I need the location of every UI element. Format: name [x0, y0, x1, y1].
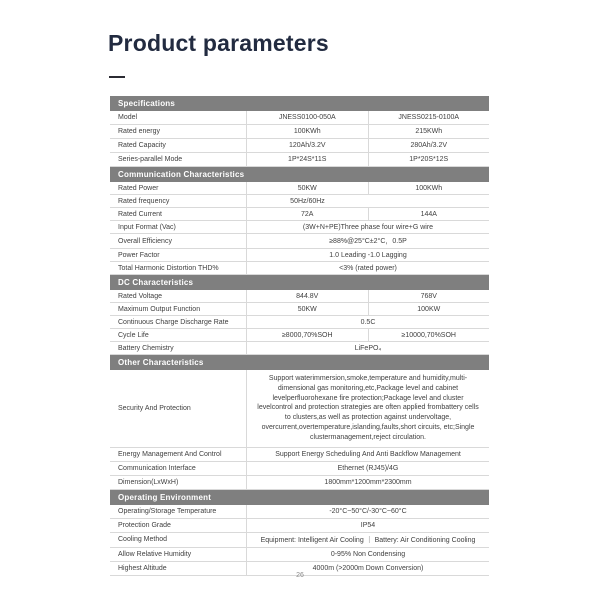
row-values [247, 208, 489, 220]
row-label: Energy Management And Control [110, 448, 247, 461]
row-label: Protection Grade [110, 519, 247, 532]
row-value: (3W+N+PE)Three phase four wire+G wire [302, 223, 434, 231]
row-label: Cooling Method [110, 533, 247, 547]
row-values [247, 111, 489, 124]
row-values [247, 342, 489, 354]
row-value: ≥88%@25°C±2°C，0.5P [329, 238, 407, 245]
row-value: Support Energy Scheduling And Anti Backflow Management [275, 450, 461, 458]
section-header-communication-characteristics: Communication Characteristics [110, 167, 489, 182]
table-row-operating-storage-temperature [110, 505, 489, 519]
row-values [247, 548, 489, 561]
row-label: Dimension(LxWxH) [110, 476, 247, 489]
row-value: 215KWh [415, 128, 443, 135]
table-row-rated-current [110, 208, 489, 221]
row-values [247, 221, 489, 233]
row-value: 1.0 Leading -1.0 Lagging [329, 251, 407, 259]
row-value: 100KWh [415, 184, 443, 192]
row-value: 50KW [247, 303, 369, 315]
section-header-specifications: Specifications [110, 96, 489, 111]
row-value: 0-95% Non Condensing [330, 550, 406, 558]
row-values [247, 139, 489, 152]
table-row-cooling-method [110, 533, 489, 548]
row-values [247, 505, 489, 518]
row-values [247, 234, 489, 248]
row-value: 72A [247, 208, 369, 220]
row-label: Overall Efficiency [110, 234, 247, 248]
table-row-continuous-charge-discharge-rate [110, 316, 489, 329]
row-label: Rated Voltage [110, 290, 247, 302]
table-row-security-and-protection [110, 370, 489, 448]
table-row-energy-management-and-control [110, 448, 489, 462]
row-label: Maximum Output Function [110, 303, 247, 315]
table-row-communication-interface [110, 462, 489, 476]
row-value: 50Hz/60Hz [290, 197, 325, 205]
row-value: -20°C~50°C/-30°C~60°C [329, 507, 407, 515]
row-label: Rated frequency [110, 195, 247, 207]
row-label: Series-parallel Mode [110, 153, 247, 166]
row-value: 768V [420, 292, 437, 300]
table-row-rated-capacity [110, 139, 489, 153]
row-value: IP54 [360, 521, 376, 529]
row-value: 1800mm*1200mm*2300mm [324, 478, 412, 486]
row-label: Power Factor [110, 249, 247, 261]
row-values [247, 249, 489, 261]
row-values [247, 303, 489, 315]
row-value: 0.5C [360, 318, 376, 326]
row-values [247, 125, 489, 138]
row-values [247, 195, 489, 207]
row-values [247, 262, 489, 274]
row-value: ≥10000,70%SOH [401, 331, 456, 339]
row-value: JNESS0100-050A [247, 111, 369, 124]
row-label: Security And Protection [110, 370, 247, 447]
section-header-operating-environment: Operating Environment [110, 490, 489, 505]
row-value: 1P*20S*12S [409, 156, 449, 163]
table-row-input-format-vac [110, 221, 489, 234]
row-value: Equipment: Intelligent Air Cooling ｜ Battery: Air Conditioning Cooling [260, 536, 476, 544]
row-value: 144A [420, 210, 437, 218]
row-values [247, 448, 489, 461]
row-label: Rated Power [110, 182, 247, 194]
table-row-rated-frequency [110, 195, 489, 208]
row-label: Model [110, 111, 247, 124]
row-label: Communication Interface [110, 462, 247, 475]
row-label: Cycle Life [110, 329, 247, 341]
page-title: Product parameters [108, 30, 329, 56]
row-value: 4000m (>2000m Down Conversion) [312, 564, 424, 572]
row-label: Rated Capacity [110, 139, 247, 152]
row-values [247, 290, 489, 302]
row-label: Rated energy [110, 125, 247, 138]
row-value: 100KWh [247, 125, 369, 138]
table-row-rated-voltage [110, 290, 489, 303]
row-label: Highest Altitude [110, 562, 247, 575]
row-label: Rated Current [110, 208, 247, 220]
row-value: Ethernet (RJ45)/4G [337, 464, 399, 472]
table-row-rated-power [110, 182, 489, 195]
row-label: Battery Chemistry [110, 342, 247, 354]
table-row-total-harmonic-distortion-thd [110, 262, 489, 275]
table-row-protection-grade [110, 519, 489, 533]
row-value [368, 195, 489, 207]
row-values [247, 370, 489, 447]
row-values [247, 476, 489, 489]
table-row-rated-energy [110, 125, 489, 139]
row-value: <3% (rated power) [339, 264, 397, 272]
row-value: ≥8000,70%SOH [247, 329, 369, 341]
row-values [247, 329, 489, 341]
row-values [247, 533, 489, 547]
spec-table [110, 96, 489, 576]
row-label: Input Format (Vac) [110, 221, 247, 233]
row-values [247, 519, 489, 532]
row-values [247, 182, 489, 194]
row-value: 120Ah/3.2V [247, 139, 369, 152]
table-row-overall-efficiency [110, 234, 489, 249]
table-row-battery-chemistry [110, 342, 489, 355]
section-header-other-characteristics: Other Characteristics [110, 355, 489, 370]
row-values [247, 462, 489, 475]
row-value: LiFePO₄ [354, 344, 382, 352]
row-label: Continuous Charge Discharge Rate [110, 316, 247, 328]
section-header-dc-characteristics: DC Characteristics [110, 275, 489, 290]
table-row-maximum-output-function [110, 303, 489, 316]
row-values [247, 153, 489, 166]
table-row-allow-relative-humidity [110, 548, 489, 562]
row-label: Allow Relative Humidity [110, 548, 247, 561]
row-value: 100KW [417, 305, 441, 313]
row-value: 50KW [247, 182, 369, 194]
row-label: Operating/Storage Temperature [110, 505, 247, 518]
table-row-dimension-lxwxh [110, 476, 489, 490]
row-value: JNESS0215-0100A [398, 114, 460, 121]
row-value: 844.8V [247, 290, 369, 302]
row-value: 1P*24S*11S [247, 153, 369, 166]
row-value: 280Ah/3.2V [410, 142, 448, 149]
page-number: 26 [296, 572, 304, 579]
table-row-series-parallel-mode [110, 153, 489, 167]
row-values [247, 316, 489, 328]
table-row-power-factor [110, 249, 489, 262]
table-row-model [110, 111, 489, 125]
row-label: Total Harmonic Distortion THD% [110, 262, 247, 274]
title-underline-dash [109, 76, 125, 78]
row-value: Support waterimmersion,smoke,temperature and humidity,multi-dimensional gas monitoring,etc,Package level and cabinet levelperfluorohexane fire protection;Package level and cluster levelcontrol and protection strategies are often applied frombattery cells to clusters,as well as protection against undervoltage, overcurrent,overtemperature,islanding,faults,short circuits, etc;Single clustermanagement,reject circulation. [257, 375, 479, 441]
table-row-cycle-life [110, 329, 489, 342]
